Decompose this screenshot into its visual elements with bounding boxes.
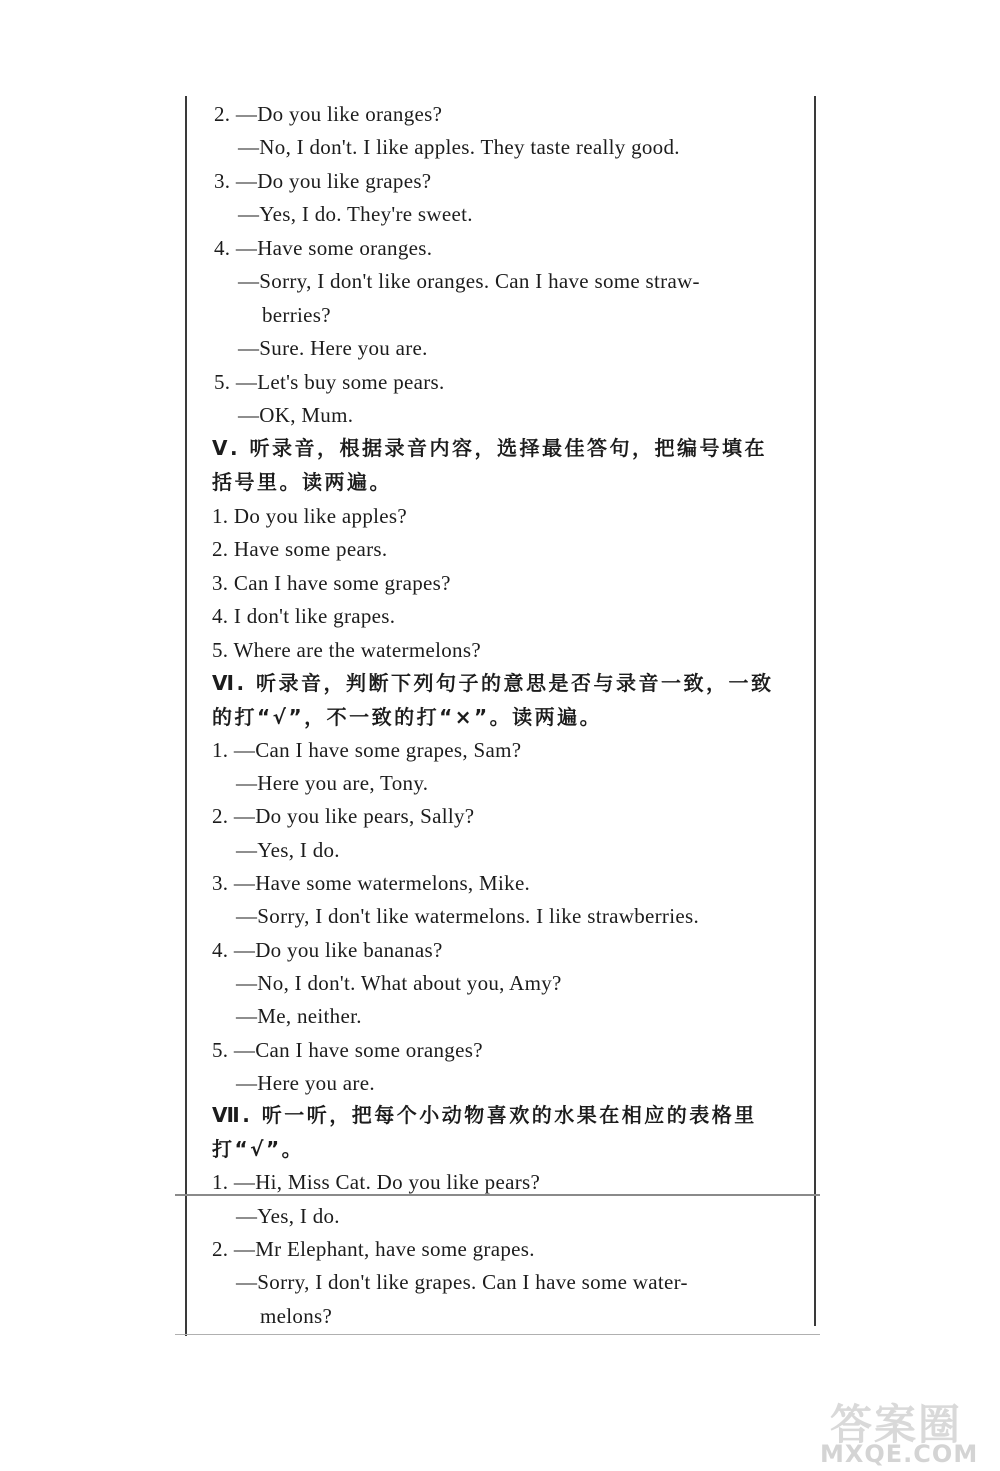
text-line: 4. I don't like grapes. <box>212 604 396 628</box>
text-line: 5. —Let's buy some pears. <box>214 370 445 394</box>
text-line: 2. Have some pears. <box>212 537 388 561</box>
right-border-line <box>814 96 816 1326</box>
text-line: berries? <box>262 303 331 327</box>
text-line: 4. —Do you like bananas? <box>212 938 443 962</box>
text-line: melons? <box>260 1304 333 1328</box>
section-vi-heading: Ⅵ. 听录音，判断下列句子的意思是否与录音一致，一致 <box>212 671 774 695</box>
text-line: 2. —Do you like oranges? <box>214 102 443 126</box>
text-line: 5. Where are the watermelons? <box>212 638 481 662</box>
text-line: 1. —Hi, Miss Cat. Do you like pears? <box>212 1170 541 1194</box>
left-border-line <box>185 96 187 1336</box>
section-vii-heading-cont: 打“√”。 <box>212 1137 305 1161</box>
text-line: —Sorry, I don't like oranges. Can I have some straw- <box>238 269 700 293</box>
text-line: —Sorry, I don't like grapes. Can I have some water- <box>236 1270 688 1294</box>
text-line: —Yes, I do. <box>236 1204 340 1228</box>
text-line: —Sorry, I don't like watermelons. I like strawberries. <box>236 904 700 928</box>
text-line: —Here you are. <box>236 1071 375 1095</box>
text-line: —Me, neither. <box>236 1004 362 1028</box>
text-line: 1. —Can I have some grapes, Sam? <box>212 738 522 762</box>
text-line: —Sure. Here you are. <box>238 336 428 360</box>
watermark-url: MXQE.COM <box>820 1440 979 1468</box>
text-line: 4. —Have some oranges. <box>214 236 433 260</box>
text-line: 1. Do you like apples? <box>212 504 407 528</box>
watermark <box>820 1392 1000 1471</box>
section-vi-heading-cont: 的打“√”，不一致的打“×”。读两遍。 <box>212 705 603 729</box>
text-line: 5. —Can I have some oranges? <box>212 1038 483 1062</box>
text-line: —OK, Mum. <box>238 403 354 427</box>
section-vii-heading: Ⅶ. 听一听，把每个小动物喜欢的水果在相应的表格里 <box>212 1103 757 1127</box>
section-v-heading-cont: 括号里。读两遍。 <box>212 470 392 494</box>
watermark-logo: 答案圈 <box>830 1400 963 1449</box>
text-line: —Yes, I do. <box>236 838 340 862</box>
section-v-heading: Ⅴ. 听录音，根据录音内容，选择最佳答句，把编号填在 <box>212 436 768 460</box>
text-line: —Here you are, Tony. <box>236 771 429 795</box>
text-line: 2. —Do you like pears, Sally? <box>212 804 475 828</box>
text-line: —Yes, I do. They're sweet. <box>238 202 473 226</box>
bottom-rule <box>175 1334 820 1335</box>
text-line: 2. —Mr Elephant, have some grapes. <box>212 1237 535 1261</box>
text-line: 3. —Do you like grapes? <box>214 169 432 193</box>
text-line: 3. Can I have some grapes? <box>212 571 451 595</box>
text-line: —No, I don't. I like apples. They taste really good. <box>238 135 680 159</box>
text-line: 3. —Have some watermelons, Mike. <box>212 871 531 895</box>
text-line: —No, I don't. What about you, Amy? <box>236 971 562 995</box>
